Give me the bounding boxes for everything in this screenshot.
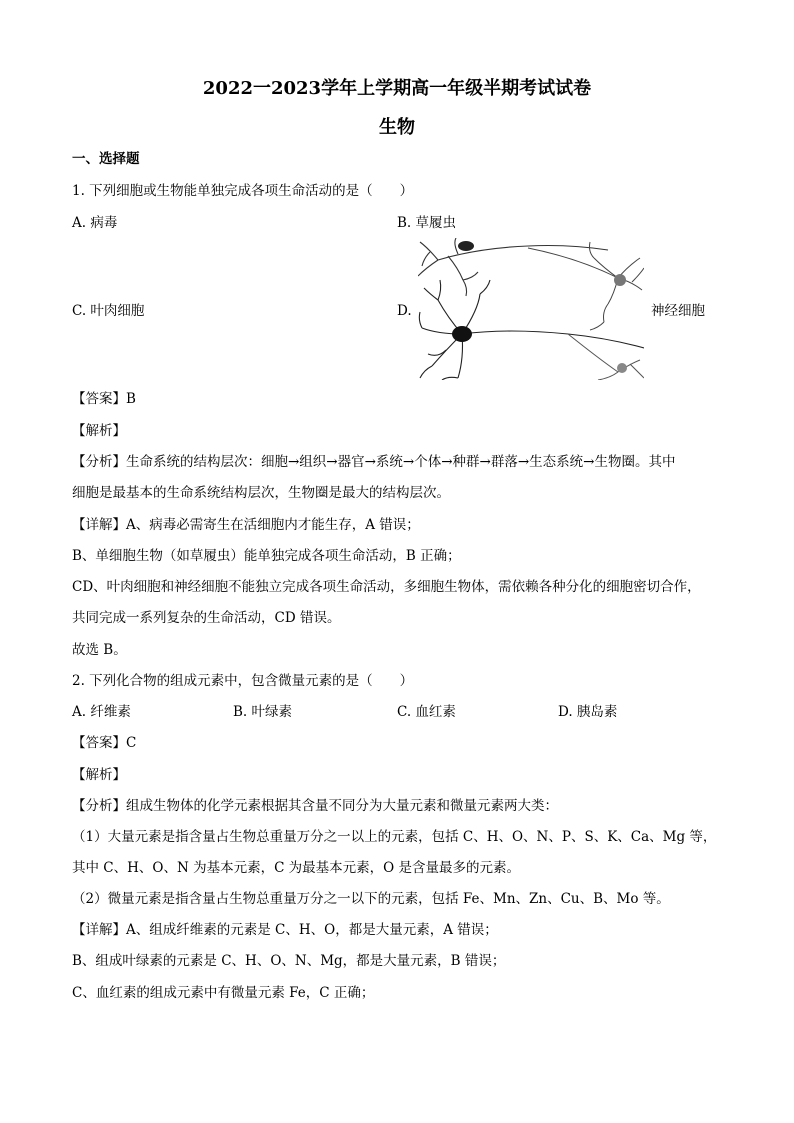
q2-answer: 【答案】C	[72, 735, 137, 751]
neuron-illustration	[418, 238, 644, 380]
q1-option-d-label: 神经细胞	[651, 303, 705, 319]
q2-stem: 2. 下列化合物的组成元素中，包含微量元素的是（ ）	[72, 673, 414, 689]
q2-analysis-line-3: 其中 C、H、O、N 为基本元素，C 为最基本元素，O 是含量最多的元素。	[72, 860, 521, 876]
q2-option-b: B. 叶绿素	[233, 704, 293, 720]
q2-detail-line-1: 【详解】A、组成纤维素的元素是 C、H、O，都是大量元素，A 错误；	[72, 922, 498, 938]
q1-analysis-line-1: 【分析】生命系统的结构层次：细胞→组织→器官→系统→个体→种群→群落→生态系统→生物圈。其中	[72, 454, 676, 470]
q2-analysis-line-2: （1）大量元素是指含量占生物总重量万分之一以上的元素，包括 C、H、O、N、P、S、K、Ca、Mg 等，	[72, 829, 717, 845]
q1-detail-line-4: 共同完成一系列复杂的生命活动，CD 错误。	[72, 610, 341, 626]
q1-option-a: A. 病毒	[72, 215, 118, 231]
subject-title: 生物	[379, 117, 415, 138]
q1-option-c: C. 叶肉细胞	[72, 303, 145, 319]
q1-detail-line-2: B、单细胞生物（如草履虫）能单独完成各项生命活动，B 正确；	[72, 548, 461, 564]
q1-detail-line-1: 【详解】A、病毒必需寄生在活细胞内才能生存，A 错误；	[72, 517, 420, 533]
q1-stem: 1. 下列细胞或生物能单独完成各项生命活动的是（ ）	[72, 183, 414, 199]
q1-answer: 【答案】B	[72, 391, 136, 407]
q2-analysis-heading: 【解析】	[72, 767, 126, 783]
section-heading: 一、选择题	[72, 151, 140, 167]
q1-analysis-heading: 【解析】	[72, 423, 126, 439]
q2-analysis-line-1: 【分析】组成生物体的化学元素根据其含量不同分为大量元素和微量元素两大类：	[72, 798, 558, 814]
q1-conclusion: 故选 B。	[72, 642, 127, 658]
q2-detail-line-3: C、血红素的组成元素中有微量元素 Fe，C 正确；	[72, 985, 375, 1001]
q1-option-b: B. 草履虫	[397, 215, 457, 231]
q2-detail-line-2: B、组成叶绿素的元素是 C、H、O、N、Mg，都是大量元素，B 错误；	[72, 953, 506, 969]
q1-detail-line-3: CD、叶肉细胞和神经细胞不能独立完成各项生命活动，多细胞生物体，需依赖各种分化的细胞密切合作，	[72, 579, 701, 595]
exam-title: 2022一2023学年上学期高一年级半期考试试卷	[202, 78, 592, 99]
q2-option-a: A. 纤维素	[72, 704, 131, 720]
q2-option-d: D. 胰岛素	[558, 704, 618, 720]
q2-analysis-line-4: （2）微量元素是指含量占生物总重量万分之一以下的元素，包括 Fe、Mn、Zn、Cu、B、Mo 等。	[72, 891, 670, 907]
q2-option-c: C. 血红素	[397, 704, 456, 720]
q1-analysis-line-2: 细胞是最基本的生命系统结构层次，生物圈是最大的结构层次。	[72, 485, 450, 501]
q1-option-d: D.	[397, 303, 412, 319]
